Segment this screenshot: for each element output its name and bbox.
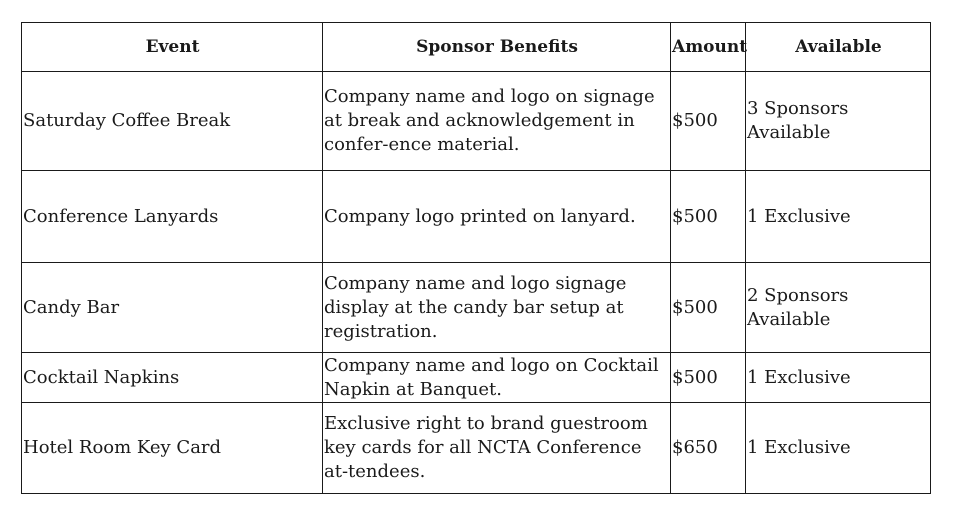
table-row	[22, 263, 931, 353]
amount-cell: $650	[671, 403, 746, 494]
sponsorship-table	[21, 22, 931, 494]
available-cell: 2 Sponsors Available	[746, 263, 931, 353]
event-cell: Saturday Coffee Break	[22, 72, 323, 171]
benefits-cell: Company name and logo signage display at the candy bar setup at registration.	[323, 263, 671, 353]
table-row	[22, 353, 931, 403]
amount-cell: $500	[671, 171, 746, 263]
amount-cell: $500	[671, 72, 746, 171]
benefits-cell: Exclusive right to brand guestroom key cards for all NCTA Conference at-tendees.	[323, 403, 671, 494]
available-cell: 3 Sponsors Available	[746, 72, 931, 171]
benefits-cell: Company name and logo on Cocktail Napkin at Banquet.	[323, 353, 671, 403]
header-available: Available	[746, 23, 931, 72]
available-cell: 1 Exclusive	[746, 403, 931, 494]
benefits-cell: Company logo printed on lanyard.	[323, 171, 671, 263]
table-row	[22, 403, 931, 494]
event-cell: Conference Lanyards	[22, 171, 323, 263]
header-amount: Amount	[671, 23, 746, 72]
table-row	[22, 171, 931, 263]
event-cell: Hotel Room Key Card	[22, 403, 323, 494]
table-header-row	[22, 23, 931, 72]
benefits-cell: Company name and logo on signage at break and acknowledgement in confer-ence material.	[323, 72, 671, 171]
available-cell: 1 Exclusive	[746, 353, 931, 403]
table-row	[22, 72, 931, 171]
header-sponsor-benefits: Sponsor Benefits	[323, 23, 671, 72]
header-event: Event	[22, 23, 323, 72]
available-cell: 1 Exclusive	[746, 171, 931, 263]
amount-cell: $500	[671, 263, 746, 353]
amount-cell: $500	[671, 353, 746, 403]
event-cell: Cocktail Napkins	[22, 353, 323, 403]
event-cell: Candy Bar	[22, 263, 323, 353]
